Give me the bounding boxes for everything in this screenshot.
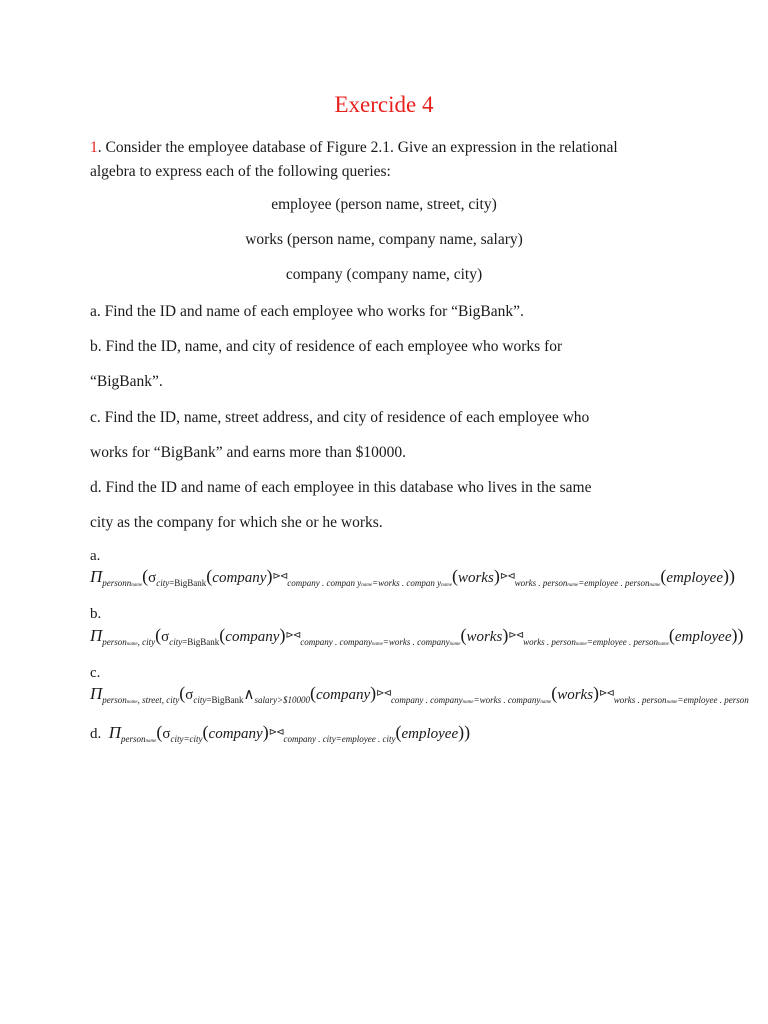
join-symbol: ⊳⊲ [268, 727, 284, 738]
join-cond: company . city=employee . city [283, 734, 396, 744]
proj-attr-part: n [126, 578, 132, 588]
relation-works: works [466, 629, 503, 645]
name-subscript: name [131, 583, 143, 588]
join-symbol: ⊳⊲ [499, 571, 515, 582]
join-cond: =employee . person [578, 578, 650, 588]
name-subscript: name [658, 642, 669, 647]
pi-symbol: Π [90, 684, 103, 703]
name-subscript: name [126, 700, 138, 705]
query-d-line1: d. Find the ID and name of each employee in this database who lives in the same [90, 479, 592, 496]
answer-a-label: a. [90, 548, 101, 564]
sel-value: =BigBank [169, 578, 207, 588]
query-c-line1: c. Find the ID, name, street address, and city of residence of each employee who [90, 409, 590, 426]
sel-attr: city=city [170, 734, 203, 744]
name-subscript: name [449, 642, 461, 647]
relation-company: company [316, 687, 371, 703]
join-symbol: ⊳⊲ [508, 630, 524, 641]
join-cond: company . compan y [287, 578, 362, 588]
sigma-symbol: σ [162, 726, 171, 742]
question-intro-line2: algebra to express each of the following queries: [90, 163, 391, 180]
sigma-symbol: σ [148, 570, 157, 586]
name-subscript: name [361, 583, 373, 588]
name-subscript: name [441, 583, 452, 588]
relation-employee: employee [401, 726, 459, 742]
join-cond: =works . company [473, 695, 541, 705]
name-subscript: name [666, 700, 678, 705]
proj-attr-part: , city [137, 637, 156, 647]
join-symbol: ⊳⊲ [272, 571, 288, 582]
query-b-line1: b. Find the ID, name, and city of residence of each employee who works for [90, 338, 563, 355]
answer-a-formula: $\Pi_{personnname}(\sigma_{city=BigBank}(company)^{⊳⊲}_{company . compan yname=works . compan yname}(works)^{⊳⊲}_{works . personname=employee . personname}(employee))$ [90, 566, 735, 588]
proj-attr: person [102, 695, 127, 705]
question-number: 1 [90, 139, 98, 156]
pi-symbol: Π [108, 723, 122, 742]
relation-company: company [208, 726, 263, 742]
schema-works: works (person name, company name, salary) [245, 231, 523, 248]
proj-attr-part: , street, city [137, 695, 180, 705]
name-subscript: name [649, 583, 661, 588]
join-cond: works . person [613, 695, 667, 705]
join-cond: company . company [390, 695, 463, 705]
relation-works: works [457, 570, 494, 586]
sigma-symbol: σ [185, 687, 194, 703]
query-b-line2: “BigBank”. [90, 373, 163, 390]
join-cond: =employee . person [677, 695, 749, 705]
sel-attr: city [156, 578, 170, 588]
join-cond: =works . company [382, 637, 450, 647]
relation-works: works [557, 687, 594, 703]
relation-company: company [225, 629, 280, 645]
answer-d-formula: d. $\Pi_{personname}(\sigma_{city=city}(company)^{⊳⊲}_{company . city=employee . city}(employee))$ [90, 722, 471, 744]
page-title: Exercide 4 [334, 92, 434, 117]
proj-attr: person [102, 637, 127, 647]
query-a: a. Find the ID and name of each employee who works for “BigBank”. [90, 303, 524, 320]
pi-symbol: Π [90, 567, 103, 586]
sel-value: =BigBank [182, 637, 220, 647]
relation-company: company [212, 570, 267, 586]
answer-b-label: b. [90, 606, 102, 622]
name-subscript: name [540, 700, 552, 705]
name-subscript: name [575, 642, 587, 647]
answer-d-label: d. [90, 726, 102, 742]
relation-employee: employee [666, 570, 723, 586]
join-symbol: ⊳⊲ [599, 688, 614, 699]
query-c-line2: works for “BigBank” and earns more than $10000. [90, 444, 406, 461]
sigma-symbol: σ [161, 629, 170, 645]
schema-employee: employee (person name, street, city) [271, 196, 497, 213]
pi-symbol: Π [90, 626, 103, 645]
and-symbol: ∧ [243, 687, 255, 703]
relation-employee: employee [674, 629, 732, 645]
answer-b-formula: $\Pi_{personname, city}(\sigma_{city=BigBank}(company)^{⊳⊲}_{company . companyname=works . companyname}(works)^{⊳⊲}_{works . personname=employee . personname}(employee))$ [90, 625, 744, 647]
sel-value: =BigBank [206, 695, 244, 705]
join-cond: works . person [523, 637, 576, 647]
name-subscript: name [126, 642, 138, 647]
join-cond: works . person [514, 578, 568, 588]
name-subscript: name [145, 739, 157, 744]
answer-c-label: c. [90, 665, 101, 681]
join-symbol: ⊳⊲ [376, 688, 391, 699]
name-subscript: name [462, 700, 474, 705]
join-cond: =works . compan y [372, 578, 442, 588]
join-symbol: ⊳⊲ [285, 630, 301, 641]
name-subscript: name [567, 583, 579, 588]
query-d-line2: city as the company for which she or he works. [90, 514, 383, 531]
answer-c-formula: $\Pi_{personname, street, city}(\sigma_{city=BigBank}\wedge_{salary>\$10000}(company)^{⊳⊲}_{company . companyname=works . companyname}(works)^{⊳⊲}_{works . personname=employee . person}$ [90, 683, 749, 705]
proj-attr: person [102, 578, 127, 588]
sel-attr: city [193, 695, 207, 705]
name-subscript: name [371, 642, 383, 647]
question-intro-line1: . Consider the employee database of Figure 2.1. Give an expression in the relational [97, 139, 618, 156]
join-cond: =employee . person [586, 637, 658, 647]
join-cond: company . company [300, 637, 372, 647]
schema-company: company (company name, city) [285, 266, 483, 283]
question-intro [90, 136, 680, 184]
proj-attr: person [121, 734, 146, 744]
sel-salary: salary>$10000 [254, 695, 311, 705]
sel-attr: city [169, 637, 183, 647]
